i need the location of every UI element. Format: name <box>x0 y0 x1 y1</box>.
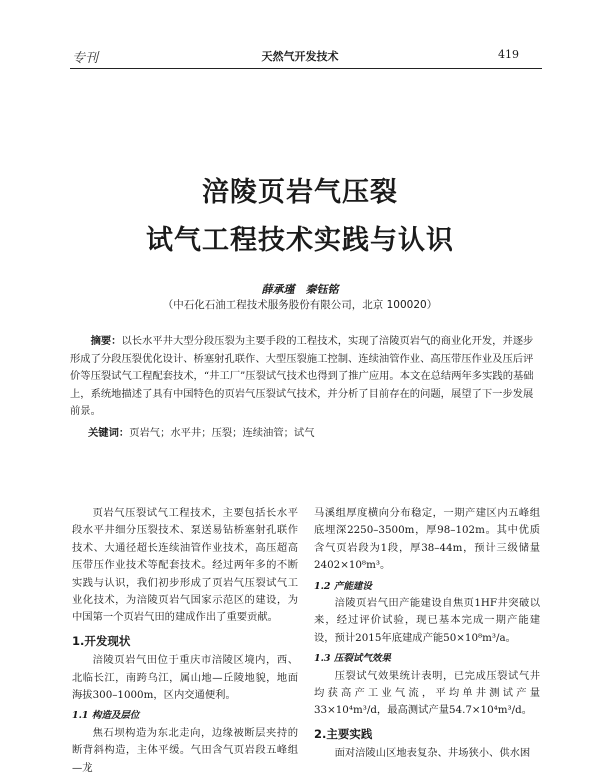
abstract-label: 摘要： <box>90 335 122 347</box>
authors: 薛承瑾 秦钰铭 <box>261 283 339 296</box>
affiliation: （中石化石油工程技术服务股份有限公司，北京 100020） <box>162 299 438 311</box>
journal-name: 天然气开发技术 <box>261 50 339 63</box>
subsection-1-1-heading: 1.1 构造及层位 <box>72 710 140 722</box>
keywords-text: 页岩气；水平井；压裂；连续油管；试气 <box>129 427 315 439</box>
abstract-text: 以长水平井大型分段压裂为主要手段的工程技术，实现了涪陵页岩气的商业化开发，并逐步形成了分段压裂优化设计、桥塞射孔联作、大型压裂施工控制、连续油管作业、高压带压作业及压后评价等压裂试气工程配套技术，“井工厂”压裂试气技术也得到了推广应用。本文在总结两年多实践的基础上，系统地描述了具有中国特色的页岩气压裂试气技术，并分析了目前存在的问题，展望了下一步发展前景。 <box>70 335 534 417</box>
subsection-1-3-paragraph: 压裂试气效果统计表明，已完成压裂试气井均获高产工业气流，平均单井测试产量33×10⁴m³/d，最高测试产量54.7×10⁴m³/d。 <box>314 669 540 717</box>
continued-paragraph: 马溪组厚度横向分布稳定，一期产建区内五峰组底埋深2250–3500m，厚98–102m。其中优质含气页岩段为1段，厚38–44m，预计三级储量2402×10⁸m³。 <box>314 507 540 572</box>
header-rule <box>70 68 542 69</box>
intro-paragraph: 页岩气压裂试气工程技术，主要包括长水平段水平井细分压裂技术、泵送易钻桥塞射孔联作技术、大通径超长连续油管作业技术，高压超高压带压作业技术等配套技术。经过两年多的不断实践与认识，我们初步形成了页岩气压裂试气工业化技术，为涪陵页岩气国家示范区的建设，为中国第一个页岩气田的建成作出了重要贡献。 <box>72 507 298 624</box>
subsection-1-3-heading: 1.3 压裂试气效果 <box>314 653 391 665</box>
article-title-line-1: 涪陵页岩气压裂 <box>202 177 398 208</box>
subsection-1-2-heading: 1.2 产能建设 <box>314 580 372 592</box>
section-2-paragraph: 面对涪陵山区地表复杂、井场狭小、供水困 <box>334 747 531 760</box>
section-2-heading: 2.主要实践 <box>314 726 373 741</box>
article-title-line-2: 试气工程技术实践与认识 <box>146 225 454 256</box>
right-column <box>314 505 540 763</box>
section-1-paragraph: 涪陵页岩气田位于重庆市涪陵区境内，西、北临长江，南跨乌江，属山地—丘陵地貌，地面海拔300–1000m，区内交通便利。 <box>72 654 298 702</box>
abstract <box>70 333 540 421</box>
subsection-1-2-paragraph: 涪陵页岩气田产能建设自焦页1HF井突破以来，经过评价试验，现已基本完成一期产能建设，预计2015年底建成产能50×10⁸m³/a。 <box>314 597 540 644</box>
keywords <box>88 425 540 442</box>
section-1-heading: 1.开发现状 <box>72 633 131 648</box>
keywords-label: 关键词： <box>88 427 130 439</box>
subsection-1-1-paragraph: 焦石坝构造为东北走向，边缘被断层夹持的断背斜构造，主体平缓。气田含气页岩段五峰组—龙 <box>72 726 298 774</box>
left-column <box>72 505 298 777</box>
journal-section-label: 专刊 <box>72 51 99 66</box>
page-number: 419 <box>498 48 519 61</box>
